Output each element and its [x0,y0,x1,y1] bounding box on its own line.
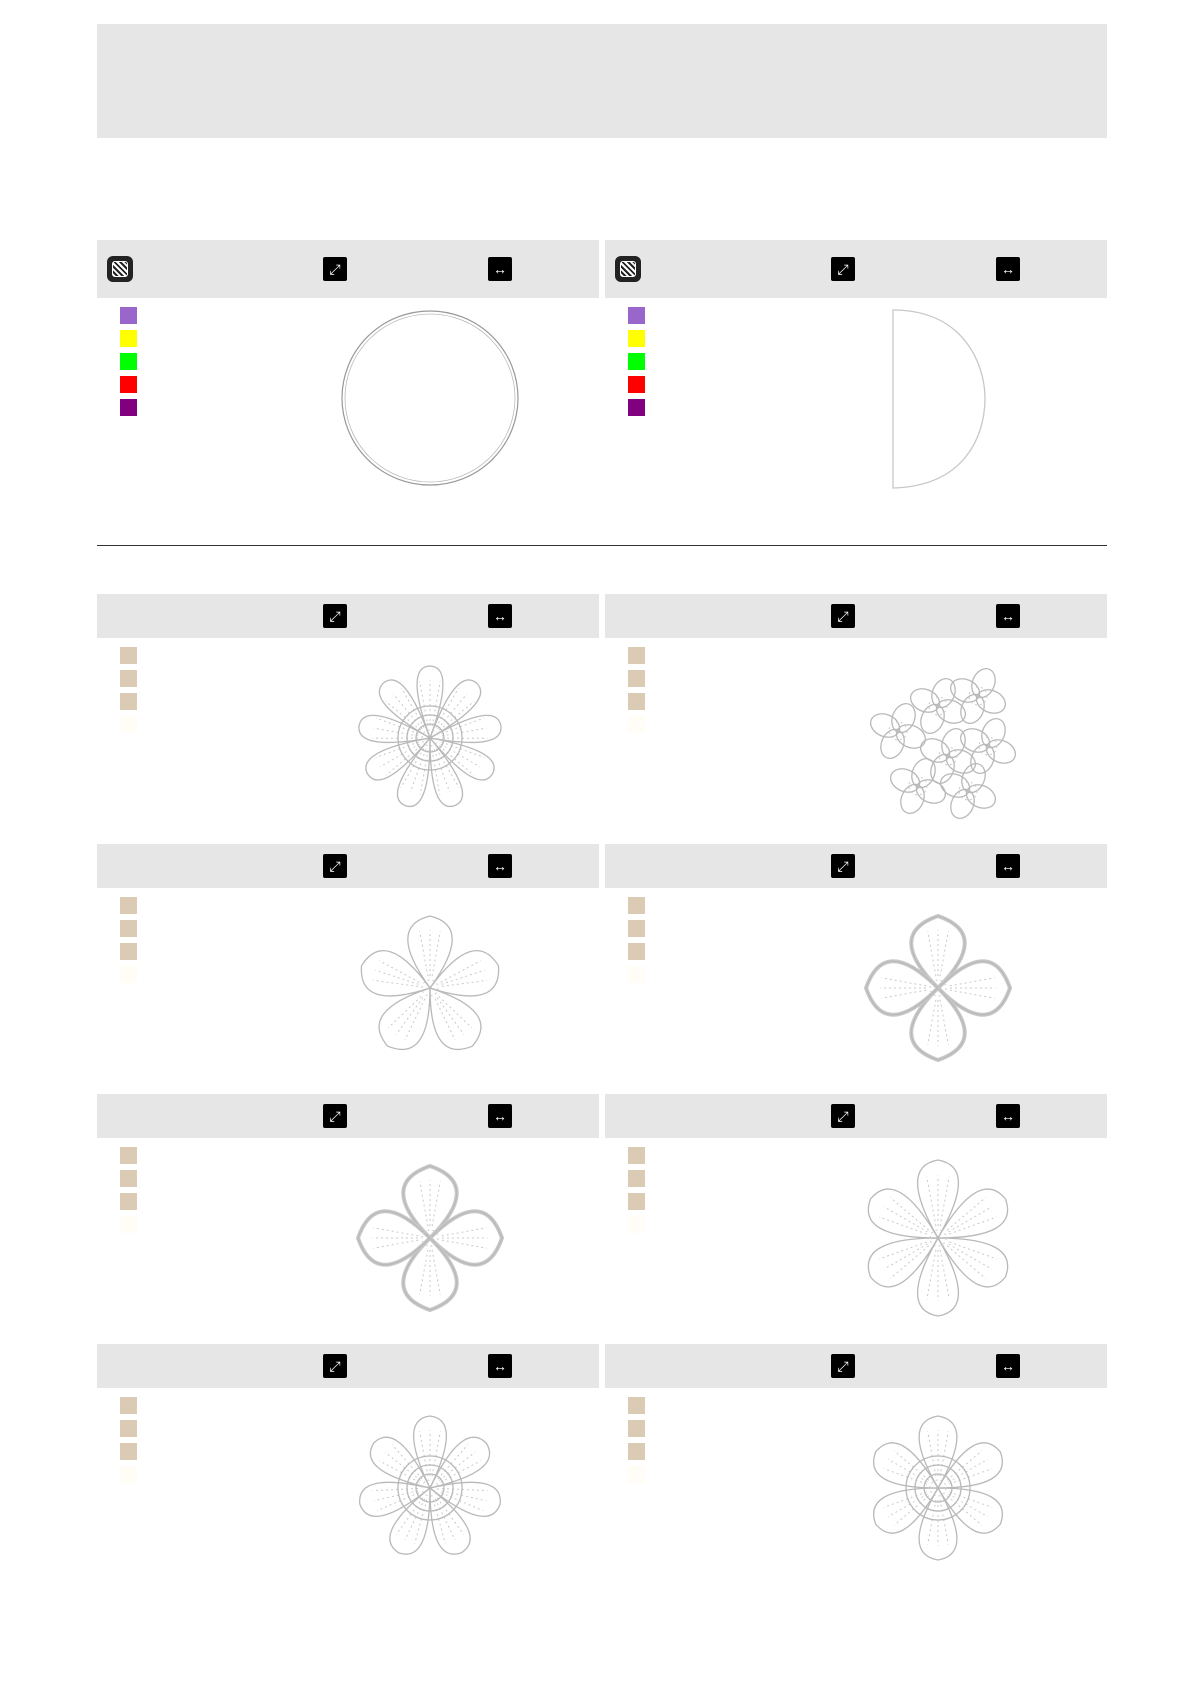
card-toolbar [97,1344,599,1388]
circle-hoop-outline [337,306,527,492]
color-swatch [120,897,137,914]
card-toolbar [97,594,599,638]
color-swatch [628,1147,645,1164]
card-body [605,1138,1107,1344]
design-card-lily [605,1094,1107,1344]
card-body [97,1388,599,1594]
width-icon[interactable]: ↔ [488,1104,512,1128]
orchid-design-preview [833,896,1043,1082]
half-circle-hoop-outline [885,306,995,492]
color-swatches [628,647,645,739]
color-swatch [628,920,645,937]
color-swatch [628,966,645,983]
color-swatch [628,1420,645,1437]
hydrangea-design-preview [833,646,1043,832]
hoop-card-half [605,240,1107,538]
color-swatch [628,1216,645,1233]
card-toolbar [97,1094,599,1138]
color-swatch [120,693,137,710]
width-icon[interactable]: ↔ [488,854,512,878]
resize-icon[interactable]: ⤢ [831,257,855,281]
color-swatch [628,376,645,393]
color-swatch [628,716,645,733]
color-swatch [628,1397,645,1414]
width-icon[interactable]: ↔ [996,1354,1020,1378]
color-swatches [120,307,137,422]
resize-icon[interactable]: ⤢ [831,1104,855,1128]
color-swatch [628,943,645,960]
color-swatch [120,647,137,664]
section-divider [97,545,1107,546]
color-swatches [120,1397,137,1489]
color-swatch [628,307,645,324]
card-toolbar [605,1344,1107,1388]
design-card-orchid [605,844,1107,1094]
width-icon[interactable]: ↔ [996,257,1020,281]
card-body [605,638,1107,844]
color-swatch [120,1443,137,1460]
width-icon[interactable]: ↔ [996,854,1020,878]
card-body [97,638,599,844]
card-body [605,298,1107,538]
color-swatch [628,1170,645,1187]
color-swatches [628,307,645,422]
color-swatch [120,943,137,960]
color-swatch [120,399,137,416]
card-body [605,1388,1107,1594]
hoop-card-round [97,240,599,538]
card-body [97,298,599,538]
width-icon[interactable]: ↔ [996,1104,1020,1128]
card-toolbar [605,240,1107,298]
width-icon[interactable]: ↔ [488,257,512,281]
color-swatch [120,1170,137,1187]
peony-design-preview [325,646,535,832]
resize-icon[interactable]: ⤢ [323,1354,347,1378]
color-swatch [120,1193,137,1210]
lotus-design-preview [325,1396,535,1582]
pansy-design-preview [325,896,535,1082]
design-card-lotus [97,1344,599,1594]
width-icon[interactable]: ↔ [996,604,1020,628]
color-swatch [628,647,645,664]
color-swatch [628,1443,645,1460]
color-swatch [120,670,137,687]
resize-icon[interactable]: ⤢ [831,604,855,628]
color-swatch [120,307,137,324]
color-swatches [628,1397,645,1489]
card-body [605,888,1107,1094]
color-swatch [120,376,137,393]
color-swatch [120,1397,137,1414]
design-card-hydrangea [605,594,1107,844]
color-swatch [628,353,645,370]
card-body [97,1138,599,1344]
color-swatch [120,716,137,733]
card-body [97,888,599,1094]
lily-design-preview [833,1146,1043,1332]
color-swatches [120,897,137,989]
color-swatch [628,1193,645,1210]
design-card-peony [97,594,599,844]
color-swatch [628,897,645,914]
width-icon[interactable]: ↔ [488,604,512,628]
header-band [97,24,1107,138]
color-swatches [120,1147,137,1239]
card-toolbar [605,594,1107,638]
resize-icon[interactable]: ⤢ [323,854,347,878]
color-swatch [120,1216,137,1233]
resize-icon[interactable]: ⤢ [323,604,347,628]
color-swatch [120,966,137,983]
resize-icon[interactable]: ⤢ [831,854,855,878]
anemone-design-preview [833,1396,1043,1582]
design-card-anemone [605,1344,1107,1594]
card-toolbar [605,1094,1107,1138]
hoop-icon[interactable] [615,256,641,282]
violet-design-preview [325,1146,535,1332]
color-swatches [628,1147,645,1239]
color-swatch [628,399,645,416]
design-card-violet [97,1094,599,1344]
color-swatch [120,1420,137,1437]
card-toolbar [97,844,599,888]
color-swatch [120,1466,137,1483]
hoop-icon[interactable] [107,256,133,282]
color-swatch [120,1147,137,1164]
color-swatch [628,330,645,347]
color-swatch [120,920,137,937]
color-swatch [120,330,137,347]
color-swatch [628,693,645,710]
design-card-pansy [97,844,599,1094]
width-icon[interactable]: ↔ [488,1354,512,1378]
color-swatches [120,647,137,739]
resize-icon[interactable]: ⤢ [323,1104,347,1128]
card-toolbar [97,240,599,298]
resize-icon[interactable]: ⤢ [323,257,347,281]
color-swatch [120,353,137,370]
resize-icon[interactable]: ⤢ [831,1354,855,1378]
color-swatch [628,670,645,687]
color-swatches [628,897,645,989]
color-swatch [628,1466,645,1483]
card-toolbar [605,844,1107,888]
